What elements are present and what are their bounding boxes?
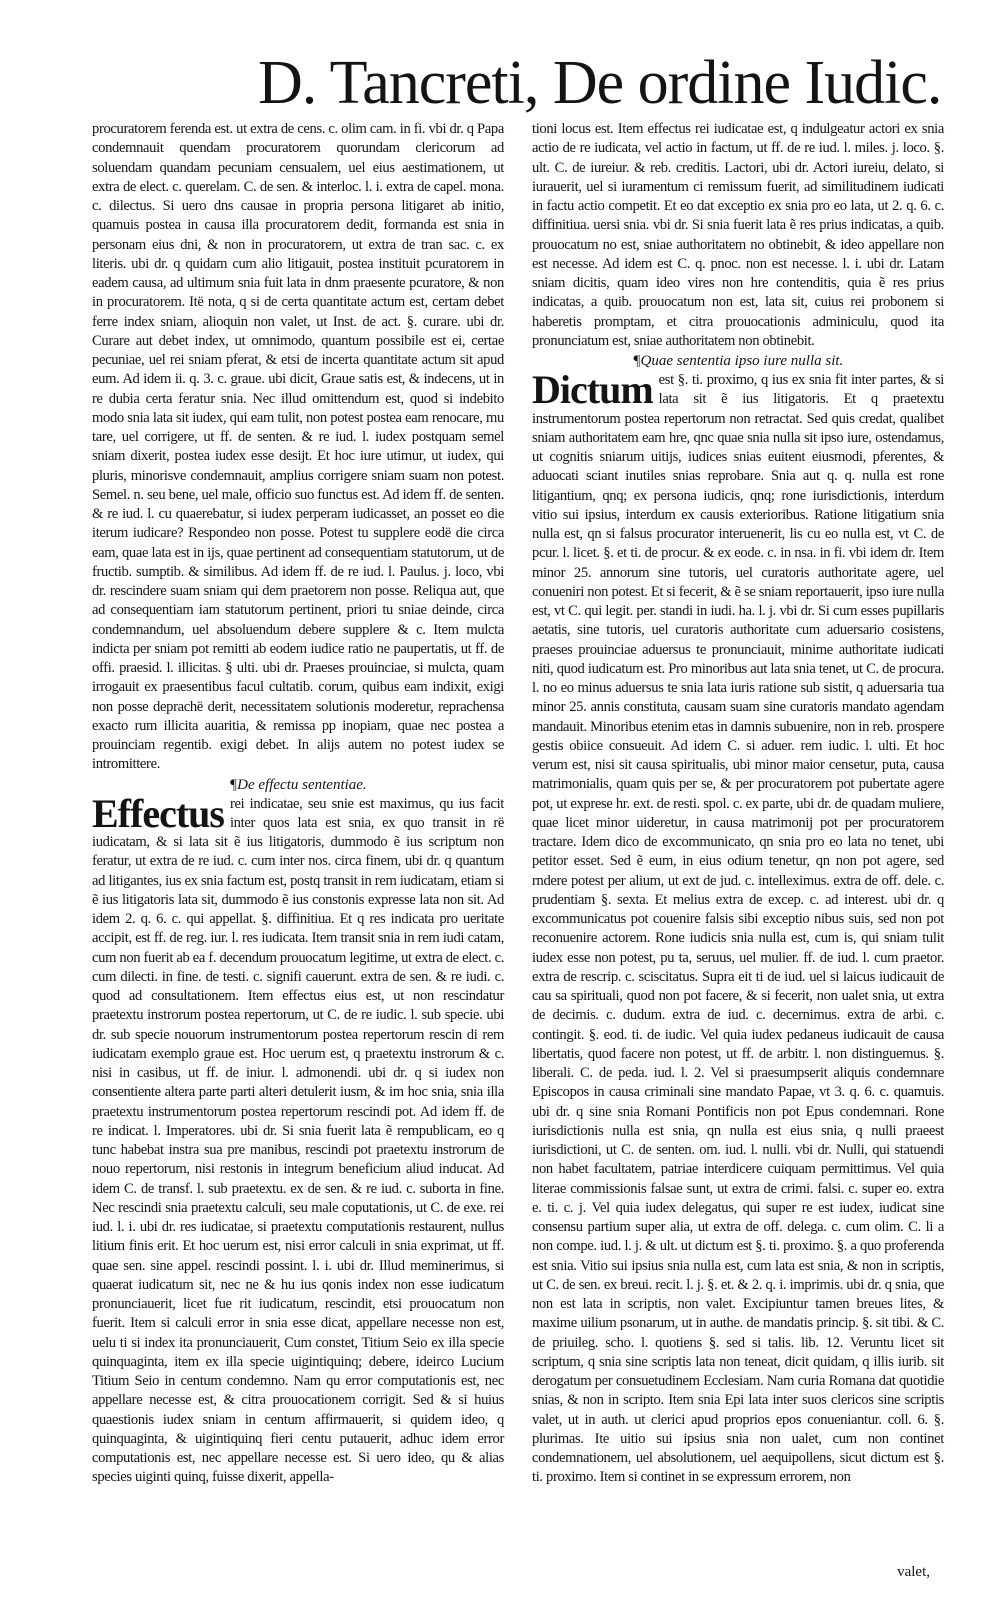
right-column [532, 120, 944, 1488]
right-paragraph-1: tioni locus est. Item effectus rei iudicatae est, q indulgeatur actori ex snia actio de re iudicata, vel actio in factum, ut ff. de re iud. l. miles. j. loco. §. ult. C. de iureiur. & reb. creditis. Lactori, ubi dr. Actori iureiu, delato, si iurauerit, uel si iuramentum ci remissum fuerit, ad similitudinem iudicati in factu actio competit. Et eo dat exceptio ex snia pro eo lata, ut 2. q. 6. c. diffinitiua. uersi snia. vbi dr. Si snia fuerit lata ẽ res prius indicatas, a quib. prouocatum no est, sniae authoritatem no obtinebit, & ideo appellare non est necesse. Ad idem est C. q. pnoc. non est necesse. l. i. ubi dr. Latam sniam dicitis, quam ideo vires non hre contenditis, quia ẽ res prius indicatas, a quib. prouocatum non est, lata sit, cuius rei probonem si haberetis promptam, et citra prouocationis adminiculu, quod ita pronunciatum est, sniae authoritatem non obtinebit. [532, 121, 944, 349]
left-paragraph-1: procuratorem ferenda est. ut extra de cens. c. olim cam. in fi. vbi dr. q Papa condemnauit quendam procuratorem quorundam clericorum ad soluendam quandam pecuniam censualem, uel eius aestimationem, ut extra de elect. c. querelam. C. de sen. & interloc. l. i. extra de capel. mona. c. dilectus. Si uero dns causae in propria persona litigaret ab initio, quamuis postea in causa illa procuratorem dedit, formanda est snia in personam eius dni, & non in procuratorem, ut extra de tran sac. c. ex literis. ubi dr. q quidam cum alio litigauit, postea instituit pcuratorem in eadem causa, ad ultimum snia fuit lata in dnm praesente pcuratore, & non in procuratorem. Itë nota, q si de certa quantitate actum est, certam debet ferre index sniam, alioquin non valet, ut Inst. de act. §. curare. ubi dr. Curare aut debet index, ut omnimodo, quantum possibile est ei, certae pecuniae, uel rei sniam pferat, & etsi de incerta quantitate actum sit apud eum. Ad idem ii. q. 3. c. graue. ubi dicit, Graue satis est, & indecens, ut in re dubia certa feratur snia. Nec illud omittendum est, quod si indebito modo snia lata sit iudex, qui eam tulit, non potest postea eam renocare, mu tare, uel corrigere, ut ff. de senten. & re iud. l. iudex postquam semel sniam dixerit, postea iudex esse desijt. Et hoc iure utimur, ut iudex, qui pluris, minorisve condemnauit, amplius corrigere sniam suam non potest. Semel. n. seu bene, uel male, officio suo functus est. Ad idem ff. de senten. & re iud. l. cu quaerebatur, si iudex perperam iudicasset, an posset eo die iterum iudicare? Respondeo non posse. Potest tu supplere eodë die circa eam, quae lata est in ijs, quae pertinent ad consequentiam statutorum, ut de fructib. sumptib. & similibus. Ad idem ff. de re iud. l. Paulus. j. loco, vbi dr. rescindere suam sniam qui dem praetorem non posse. Reliqua aut, que ad consequentiam iam statutorum pertinent, priori tu sniae deinde, circa condemnandum, uel absoluendum debere supplere & c. Item mulcta indicta per sniam pot remitti ab eodem iudice ratio ne paupertatis, ut ff. de offi. praesid. l. illicitas. § ulti. ubi dr. Praeses prouinciae, si mulcta, quam irrogauit ex praesentibus facul cultatib. corum, quibus eam indixit, exigi non posse deprachë derit, necessitatem solutionis moderetur, reprachensa exacto rum illicita auaritia, & remissa pp inopiam, quae nec postea a prouinciam regentib. exigi debet. In alijs autem no potest iudex se intromittere. [92, 121, 504, 773]
section-heading-effectu: ¶De effectu sententiae. [229, 776, 367, 793]
left-paragraph-2 [92, 790, 504, 1488]
right-paragraph-2 [532, 367, 944, 1488]
dropcap-effectus: Effectus [92, 790, 224, 836]
dropcap-dictum: Dictum [532, 367, 653, 412]
page-title: D. Tancreti, De ordine Iudic. [258, 49, 942, 117]
right-paragraph-2-text: est §. ti. proximo, q ius ex snia fit inter partes, & si lata sit ẽ ius litigatoris. Et q praetextu instrumentorum postea repertorum non retractat. Sed quis credat, qualibet sniam authoritatem eam hre, qnc quae snia nulla sit ipso iure, ostendamus, ut cognitis sniarum uitijs, iudices snias euitent eiusmodi, pferentes, & aduocati sciant inutiles snias reprobare. Snia aut q. q. nulla est rone litigantium, qnq; ex persona iudicis, qnq; rone iurisdictionis, interdum vitio sui ipsius, interdum ex causis exterioribus. Ratione litigatium snia nulla est, qn si falsus procurator interuenerit, lis cu eo nulla est, vt C. de pcur. l. licet. §. et ti. de procur. & ex eode. c. in nsa. in fi. vbi idem dr. Item minor 25. annorum sine tutoris, uel curatoris authoritate agere, uel conueniri non potest. Et si fecerit, & ẽ se sniam reportauerit, ipso iure nulla est, vt C. qui legit. per. standi in iudi. ha. l. j. vbi dr. Si cum esses pupillaris aetatis, sine tutoris, uel curatoris authoritate cum aduersario cosistens, praeses prouinciae aduersus te pronunciauit, minime authoritate iudicati niti, quod iudicatum est. Pro minoribus aut lata snia tenet, ut C. de procura. l. no eo minus aduersus te snia lata iuris ratione sub sistit, q aduersaria tua minor 25. annis constituta, causam suam sine curatoris mandato agendam mandauit. Minoribus etenim etas in damnis subuenire, non in reb. prospere gestis obiice consueuit. Ad idem C. si aduer. rem iudic. l. ulti. Et hoc verum est, nisi sit causa spiritualis, ubi minor maior censetur, puta, causa matrimonialis, quam quis per se, & per procuratorem pot pubertate agere pot, ut exprese hr. ext. de resti. spol. c. ex parte, ubi dr. de quadam muliere, quae licet minor uideretur, in causa matrimonij pot per procuratorem tractare. Idem dico de excommunicato, qn snia pro eo lata no tenet, ubi petitor esset. Sed ẽ eum, in eius odium tenetur, qn non pot agere, sed rndere potest per alium, ut ext de jud. c. intelleximus. extra de off. dele. c. prudentiam §. sexta. Et melius extra de excep. c. ad interest. ubi dr. q excommunicatus pot couenire falsis sibi exceptio nibus suis, sed non pot reconuenire actorem. Rone iudicis snia nulla est, cum is, qui sniam tulit iudex esse non potest, pu ta, seruus, uel mulier. ff. de iud. l. cum praetor. extra de rescrip. c. sciscitatus. Supra eit ti de iud. uel si laicus iudicauit de cau sa spirituali, quod non pot facere, & si fecerit, non ualet snia, ut extra de decimis. c. dudum. extra de iud. c. decernimus. extra de arbi. c. contingit. §. eod. ti. de iudic. Vel quia iudex pedaneus iudicauit de causa libertatis, quod facere non potest, ut ff. de arbitr. l. non distinguemus. §. liberali. C. de peda. iud. l. 2. Vel si praesumpserit aliquis condemnare Episcopos in causa criminali sine mandato Papae, vt 3. q. 6. c. quamuis. ubi dr. q sine snia Romani Pontificis non pot Epus condemnari. Rone iurisdictionis nulla est snia, qn nulla est eius snia, q nulli praeest iurisdictioni, ut C. de senten. om. iud. l. nulli. vbi dr. Nulli, qui statuendi non habet facultatem, patriae interdicere cuiquam permittimus. Vel quia literae commissionis falsae sunt, ut extra de crimi. falsi. c. super eo. extra e. ti. c. j. Vel quia iudex delegatus, qui super re est iudex, iudicat sine consensu partium super alia, ut extra de off. delega. c. cum olim. C. li a non compe. iud. l. j. & ult. ut dictum est §. ti. proximo. §. a quo proferenda est snia. Vitio sui ipsius snia nulla est, cum lata est snia, & non in scriptis, ut C. de sen. ex breui. recit. l. j. §. et. & 2. q. i. imprimis. ubi dr. q snia, que non est lata in scriptis, non valet. Excipiuntur tamen breues lites, & maxime uilium psonarum, ut in authe. de mandatis princip. §. sit tibi. & C. de priuileg. scho. l. quotiens §. sed si talis. lib. 12. Veruntu licet sit scriptum, q snia sine scriptis lata non teneat, dicit quidam, q illis iurib. sit derogatum per consuetudinem Ecclesiam. Nam curia Romana dat quotidie snias, & non in scripto. Item snia Epi lata inter suos clericos sine scriptis valet, ut in auth. ut clerici apud proprios epos conueniantur. coll. 6. §. plurimas. Ite uitio sui ipsius snia non ualet, cum non continet condemnationem, uel absolutionem, uel aequipollens, sicut dictum est §. ti. proximo. Item si continet in se expressum errorem, non [532, 372, 944, 1486]
left-paragraph-2-text: rei indicatae, seu snie est maximus, qu ius facit inter quos lata est snia, ex quo transit in rë iudicatam, & si lata sit ẽ ius litigatoris, dummodo ẽ ius scriptum non feratur, ut extra de re iud. c. cum inter nos. circa finem, ubi dr. q quantum ad litigantes, ius ex snia factum est, postq transit in rem iudicatam, etiam si ẽ ius litigatoris lata sit, dummodo ẽ ius constonis expresse lata non sit. Ad idem 2. q. 6. c. qui appellat. §. diffinitiua. Et q res indicata pro ueritate accipit, est ff. de reg. iur. l. res iudicata. Item transit snia in rem iudi catam, cum non fuerit ab ea f. decendum prouocatum legitime, ut extra de elect. c. cum dilecti. in fine. de testi. c. signifi cauerunt. extra de sen. & re iudi. c. quod ad consultationem. Item effectus eius est, ut non rescindatur praetextu instrorum postea repertorum, ut C. de re iudic. l. sub specie. ubi dr. sub specie nouorum instrumentorum postea repertorum rescin di rem iudicatam exemplo graue est. Hoc uerum est, q praetextu instrorum & c. nisi in casibus, ut ff. de iniur. l. admonendi. ubi dr. q si iudex non consentiente altera parte parti alteri detulerit iusm, & im hoc snia, snia illa praetextu instrumentorum postea repertorum rescindi pot. Ad idem ff. de re indicat. l. Imperatores. ubi dr. Si snia fuerit lata ẽ rempublicam, eo q tunc habebat instra sua pre manibus, rescindi pot praetextu instrorum de nouo repertorum, nisi restonis in integrum beneficium aliud inducat. Ad idem C. de transf. l. sub praetextu. ex de sen. & re iud. c. suborta in fine. Nec rescindi snia praetextu calculi, seu male coputationis, ut C. de exe. rei iud. l. i. ubi dr. res iudicatae, si praetextu computationis restaurent, nullus litium finis erit. Et hoc uerum est, nisi error calculi in snia exprimat, ut ff. quae sen. sine appel. rescindi possint. l. i. ubi dr. Illud meminerimus, si quaerat iudicatum sit, nec ne & hu ius qonis index non esse iudicatum pronunciauerit, licet fue rit iudicatum, rescindit, etsi prouocatum non fuerit. Item si calculi error in snia esse dicat, appellare necesse non est, uelu ti si index ita pronunciauerit, Cum constet, Titium Seio ex illa specie quinquaginta, item ex illa specie uigintiquinq; debere, ideirco Lucium Titium Seio in centum condemno. Nam qu error computationis est, nec appellare necesse est, & citra prouocationem corrigit. Sed & si huius quaestionis iudex sniam in centum affirmauerit, si quidem ideo, q quinquaginta, & uigintiquinq fieri centu putauerit, adhuc idem error computationis est, nec appellare necesse est. Si uero ideo, qu & alias species uiginti quinq, fuisse dixerit, appella- [92, 795, 504, 1486]
left-column [92, 120, 504, 1488]
catchword: valet, [897, 1564, 930, 1580]
section-heading-nulla: ¶Quae sententia ipso iure nulla sit. [632, 353, 844, 369]
